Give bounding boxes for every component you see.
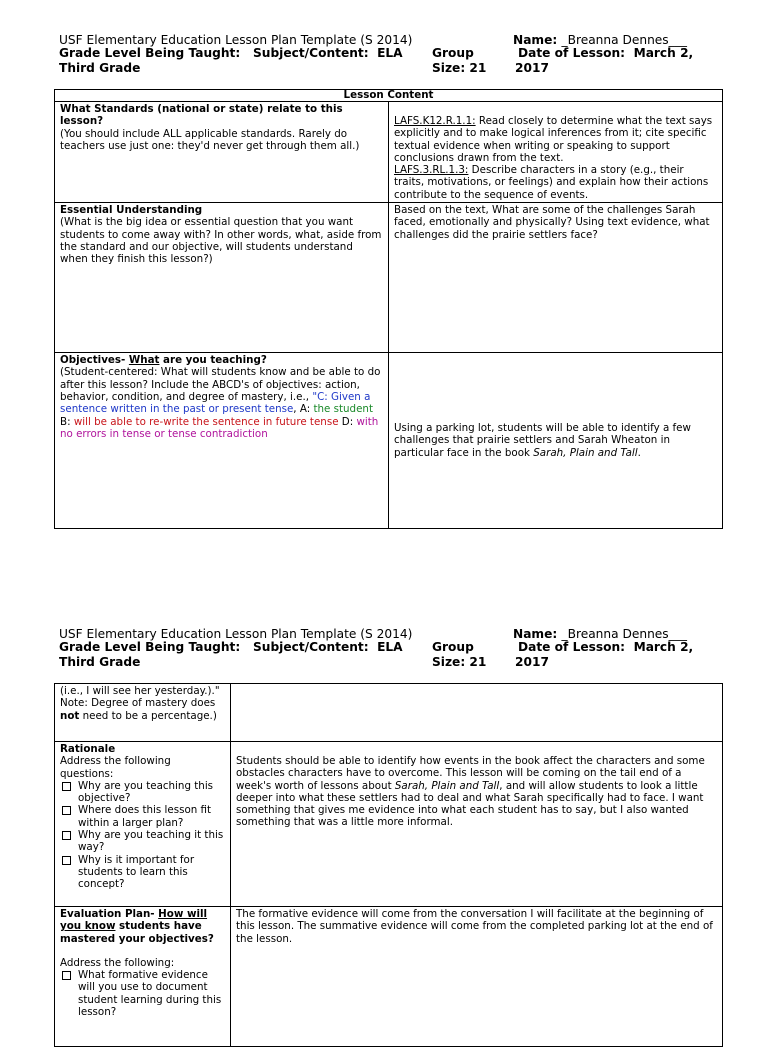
group-label-2: Group [432, 640, 474, 654]
mastery-note: Note: Degree of mastery does not need to be a percentage.) [60, 697, 217, 722]
date-label-2: Date of Lesson: March 2, [518, 640, 694, 654]
date-year-2: 2017 [515, 655, 549, 669]
standards-answer-cell [389, 102, 723, 203]
rationale-question: Where does this lesson fit within a larger plan? [60, 804, 225, 829]
group-size-2: Size: 21 [432, 655, 487, 669]
objectives-prompt-cell [55, 353, 389, 529]
objectives-continued-cell [55, 684, 231, 742]
objectives-prompt: (Student-centered: What will students know and be able to do after this lesson? Include the ABCD's of objectives: action, behavior, condition, and degree of mastery, i.e., "C: Given a sentence written in the past or present tense, A: the student B: will be able to re-write the sentence in future tense D: with no errors in tense or tense contradiction [60, 366, 381, 440]
essential-prompt-cell [55, 203, 389, 353]
name-field: Name: _Breanna Dennes___ [513, 33, 687, 47]
lesson-content-table [54, 89, 723, 529]
standards-prompt-cell [55, 102, 389, 203]
grade-subject-line: Grade Level Being Taught: Subject/Content: ELA [59, 46, 403, 60]
grade-value: Third Grade [59, 61, 141, 75]
objectives-continued-answer-cell [231, 684, 723, 742]
evaluation-checklist [60, 969, 225, 1018]
rationale-question: Why are you teaching it this way? [60, 829, 225, 854]
rationale-heading: Rationale [60, 743, 116, 755]
rationale-prompt: Address the following questions: [60, 755, 171, 780]
lesson-content-caption: Lesson Content [55, 90, 723, 102]
rationale-question: Why is it important for students to learn this concept? [60, 854, 225, 891]
evaluation-question: What formative evidence will you use to document student learning during this lesson? [60, 969, 225, 1018]
essential-prompt: (What is the big idea or essential question that you want students to come away with? In other words, what, aside from the standard and our objective, will students understand when they finish this lesson?) [60, 216, 382, 266]
template-title-2: USF Elementary Education Lesson Plan Template (S 2014) [59, 627, 413, 641]
essential-heading: Essential Understanding [60, 204, 203, 217]
grade-subject-line-2: Grade Level Being Taught: Subject/Content: ELA [59, 640, 403, 654]
evaluation-prompt-cell [55, 907, 231, 1047]
grade-value-2: Third Grade [59, 655, 141, 669]
standard-2: LAFS.3.RL.1.3: Describe characters in a story (e.g., their traits, motivations, or feelings) and explain how their actions contribute to the sequence of events. [394, 164, 709, 201]
group-label: Group [432, 46, 474, 60]
objectives-answer-cell: Using a parking lot, students will be able to identify a few challenges that prairie settlers and Sarah Wheaton in particular face in the book Sarah, Plain and Tall. [389, 353, 723, 529]
standards-prompt: (You should include ALL applicable standards. Rarely do teachers use just one: they'd never get through them all.) [60, 127, 360, 152]
standards-heading: What Standards (national or state) relate to this lesson? [60, 103, 343, 128]
evaluation-heading: Evaluation Plan- How will you know students have mastered your objectives? [60, 908, 214, 945]
rationale-answer-cell [231, 742, 723, 907]
evaluation-answer-cell: The formative evidence will come from the conversation I will facilitate at the beginning of this lesson. The summative evidence will come from the completed parking lot at the end of the lesson. [231, 907, 723, 1047]
rationale-answer: Students should be able to identify how events in the book affect the characters and some obstacles characters have to overcome. This lesson will be coming on the tail end of a week's worth of lessons about Sarah, Plain and Tall, and will allow students to look a little deeper into what these settlers had to deal and what Sarah specifically had to face. I want something that gives me evidence into what each student has to say, but I also wanted something that was a little more informal. [236, 755, 705, 829]
group-size: Size: 21 [432, 61, 487, 75]
rationale-question: Why are you teaching this objective? [60, 780, 225, 805]
evaluation-prompt: Address the following: [60, 956, 175, 969]
lesson-content-table-continued [54, 683, 723, 1047]
objectives-continued-example: (i.e., I will see her yesterday.)." [60, 685, 220, 697]
date-year: 2017 [515, 61, 549, 75]
rationale-prompt-cell [55, 742, 231, 907]
objectives-heading: Objectives- What are you teaching? [60, 354, 267, 367]
template-title: USF Elementary Education Lesson Plan Template (S 2014) [59, 33, 413, 47]
date-label: Date of Lesson: March 2, [518, 46, 694, 60]
standard-1: LAFS.K12.R.1.1: Read closely to determine what the text says explicitly and to make logical inferences from it; cite specific textual evidence when writing or speaking to support conclusions drawn from the text. [394, 115, 713, 164]
rationale-checklist [60, 780, 225, 891]
essential-answer-cell: Based on the text, What are some of the challenges Sarah faced, emotionally and physically? Using text evidence, what challenges did the prairie settlers face? [389, 203, 723, 353]
name-field-2: Name: _Breanna Dennes___ [513, 627, 687, 641]
